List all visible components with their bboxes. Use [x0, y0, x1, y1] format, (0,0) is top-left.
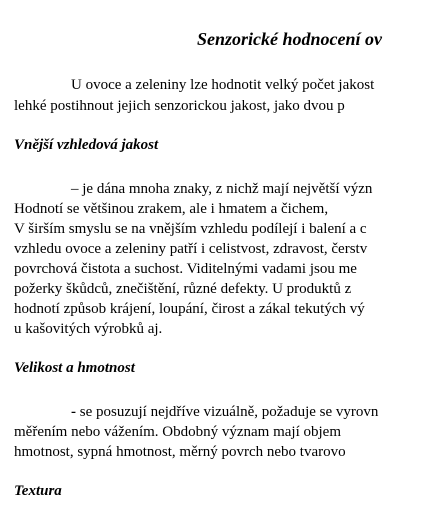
size-weight-line-1: [71, 403, 378, 421]
document-title: Senzorické hodnocení ov: [197, 29, 383, 49]
section-heading-appearance: Vnější vzhledová jakost: [14, 137, 159, 153]
size-weight-line-1-text: se posuzují nejdříve vizuálně, požaduje se vyrovn: [76, 404, 379, 420]
intro-line-2: lehké postihnout jejich senzorickou jakost, jako dvou p: [14, 98, 345, 114]
size-weight-line-2: měřením nebo vážením. Obdobný význam mají objem: [14, 424, 341, 440]
appearance-line-8: u kašovitých výrobků aj.: [14, 321, 163, 337]
size-weight-lead-dash: -: [71, 404, 76, 420]
appearance-line-6: požerky škůdců, znečištění, různé defekty. U produktů z: [14, 281, 352, 297]
appearance-line-5: povrchová čistota a suchost. Viditelnými vadami jsou me: [14, 261, 357, 277]
appearance-line-1: – je dána mnoha znaky, z nichž mají největší význ: [71, 181, 373, 197]
appearance-line-7: hodnotí způsob krájení, loupání, čirost a zákal tekutých vý: [14, 301, 365, 317]
intro-line-1: U ovoce a zeleniny lze hodnotit velký počet jakost: [71, 77, 375, 93]
section-heading-size-weight: Velikost a hmotnost: [14, 360, 135, 376]
appearance-line-2: Hodnotí se většinou zrakem, ale i hmatem a čichem,: [14, 201, 329, 217]
appearance-line-3: V širším smyslu se na vnějším vzhledu podílejí i balení a c: [14, 221, 367, 237]
section-heading-texture: Textura: [14, 483, 62, 499]
size-weight-line-3: hmotnost, sypná hmotnost, měrný povrch nebo tvarovo: [14, 444, 346, 460]
appearance-line-4: vzhledu ovoce a zeleniny patří i celistvost, zdravost, čerstv: [14, 241, 368, 257]
